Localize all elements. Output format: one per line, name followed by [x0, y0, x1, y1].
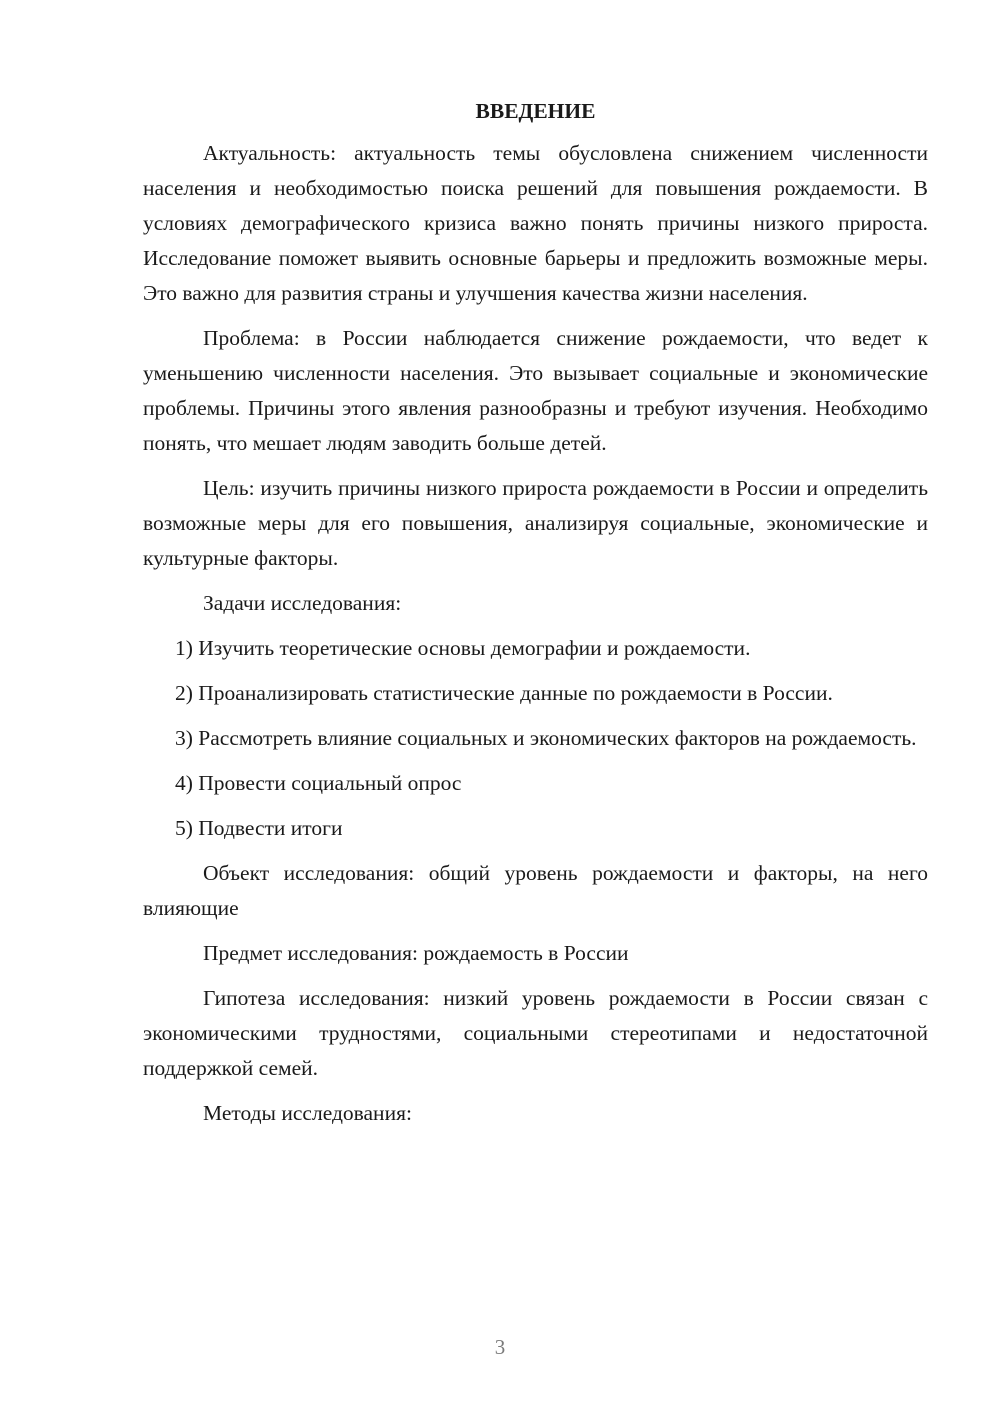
task-item-5: 5) Подвести итоги [175, 816, 343, 840]
object-paragraph: Объект исследования: общий уровень рождаемости и факторы, на него влияющие [143, 861, 928, 920]
page-title: ВВЕДЕНИЕ [475, 99, 596, 123]
methods-heading: Методы исследования: [203, 1101, 412, 1125]
relevance-paragraph: Актуальность: актуальность темы обусловлена снижением численности населения и необходимостью поиска решений для повышения рождаемости. В условиях демографического кризиса важно понять причины низкого прироста. Исследование поможет выявить основные барьеры и предложить возможные меры. Это важно для развития страны и улучшения качества жизни населения. [143, 141, 928, 305]
task-item-4: 4) Провести социальный опрос [175, 771, 462, 795]
task-item-1: 1) Изучить теоретические основы демографии и рождаемости. [175, 636, 751, 660]
subject-paragraph: Предмет исследования: рождаемость в России [203, 941, 629, 965]
goal-paragraph: Цель: изучить причины низкого прироста рождаемости в России и определить возможные меры для его повышения, анализируя социальные, экономические и культурные факторы. [143, 476, 928, 570]
document-page [143, 96, 928, 1141]
task-item-3: 3) Рассмотреть влияние социальных и экономических факторов на рождаемость. [175, 726, 917, 750]
hypothesis-paragraph: Гипотеза исследования: низкий уровень рождаемости в России связан с экономическими трудностями, социальными стереотипами и недостаточной поддержкой семей. [143, 986, 928, 1080]
problem-paragraph: Проблема: в России наблюдается снижение рождаемости, что ведет к уменьшению численности населения. Это вызывает социальные и экономические проблемы. Причины этого явления разнообразны и требуют изучения. Необходимо понять, что мешает людям заводить больше детей. [143, 326, 928, 455]
tasks-heading: Задачи исследования: [203, 591, 402, 615]
task-item-2: 2) Проанализировать статистические данные по рождаемости в России. [175, 681, 833, 705]
page-number: 3 [494, 1335, 506, 1359]
